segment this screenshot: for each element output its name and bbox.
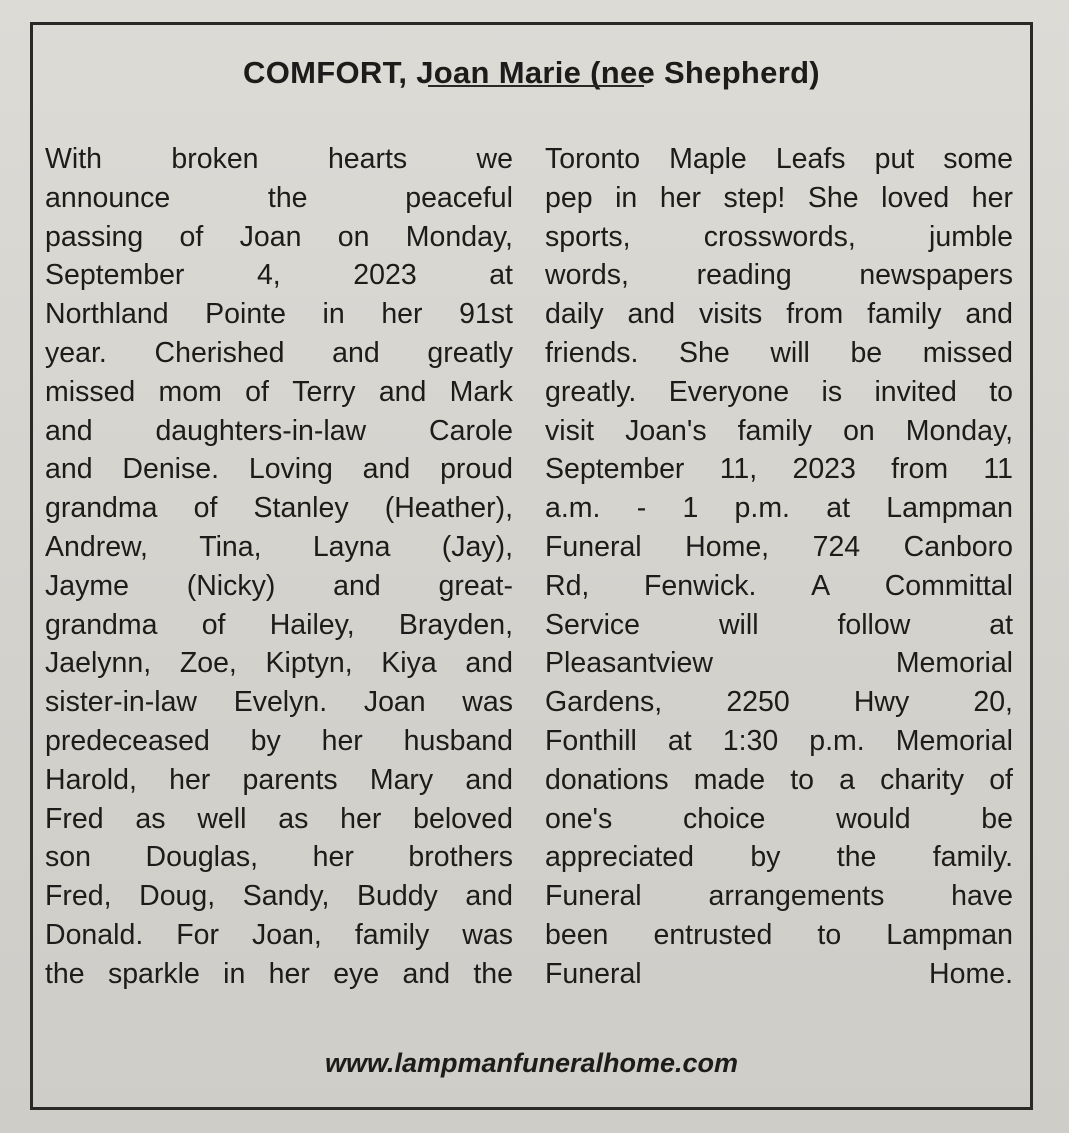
text-line: missed mom of Terry and Mark: [45, 375, 513, 408]
text-line: Funeral Home.: [545, 957, 1013, 990]
text-line: Gardens, 2250 Hwy 20,: [545, 686, 1013, 719]
text-line: Fred as well as her beloved: [45, 802, 513, 835]
text-line: donations made to a charity of: [545, 763, 1013, 796]
text-line: been entrusted to Lampman: [545, 918, 1013, 951]
text-line: Rd, Fenwick. A Committal: [545, 569, 1013, 602]
text-line: predeceased by her husband: [45, 724, 513, 757]
notice-title: COMFORT, Joan Marie (nee Shepherd): [243, 55, 820, 90]
notice-border: [30, 22, 1033, 1110]
text-line: the sparkle in her eye and the: [45, 957, 513, 990]
text-line: Funeral arrangements have: [545, 880, 1013, 913]
text-line: With broken hearts we: [45, 143, 513, 175]
text-line: Fred, Doug, Sandy, Buddy and: [45, 880, 513, 913]
text-line: visit Joan's family on Monday,: [545, 414, 1013, 447]
text-line: a.m. - 1 p.m. at Lampman: [545, 492, 1013, 525]
text-line: sports, crosswords, jumble: [545, 220, 1013, 253]
left-column: [45, 140, 513, 994]
text-line: one's choice would be: [545, 802, 1013, 835]
text-line: daily and visits from family and: [545, 298, 1013, 331]
text-line: grandma of Stanley (Heather),: [45, 492, 513, 525]
text-line: grandma of Hailey, Brayden,: [45, 608, 513, 641]
text-line: friends. She will be missed: [545, 336, 1013, 369]
text-line: Pleasantview Memorial: [545, 647, 1013, 680]
text-line: Funeral Home, 724 Canboro: [545, 530, 1013, 563]
text-line: Fonthill at 1:30 p.m. Memorial: [545, 724, 1013, 757]
text-line: Jaelynn, Zoe, Kiptyn, Kiya and: [45, 647, 513, 680]
text-line: announce the peaceful: [45, 181, 513, 214]
text-line: Toronto Maple Leafs put some: [545, 143, 1013, 175]
text-line: and Denise. Loving and proud: [45, 453, 513, 486]
text-line: passing of Joan on Monday,: [45, 220, 513, 253]
text-line: appreciated by the family.: [545, 841, 1013, 874]
funeral-home-website: www.lampmanfuneralhome.com: [324, 1048, 739, 1078]
text-line: Service will follow at: [545, 608, 1013, 641]
text-line: September 4, 2023 at: [45, 259, 513, 292]
text-line: Jayme (Nicky) and great-: [45, 569, 513, 602]
text-line: and daughters-in-law Carole: [45, 414, 513, 447]
text-line: sister-in-law Evelyn. Joan was: [45, 686, 513, 719]
text-line: Northland Pointe in her 91st: [45, 298, 513, 331]
text-line: Harold, her parents Mary and: [45, 763, 513, 796]
text-line: September 11, 2023 from 11: [545, 453, 1013, 486]
text-line: son Douglas, her brothers: [45, 841, 513, 874]
text-line: Donald. For Joan, family was: [45, 918, 513, 951]
text-line: year. Cherished and greatly: [45, 336, 513, 369]
text-line: greatly. Everyone is invited to: [545, 375, 1013, 408]
text-line: pep in her step! She loved her: [545, 181, 1013, 214]
title-underline: [428, 85, 644, 87]
text-line: Andrew, Tina, Layna (Jay),: [45, 530, 513, 563]
right-column: [545, 140, 1013, 994]
text-line: words, reading newspapers: [545, 259, 1013, 292]
